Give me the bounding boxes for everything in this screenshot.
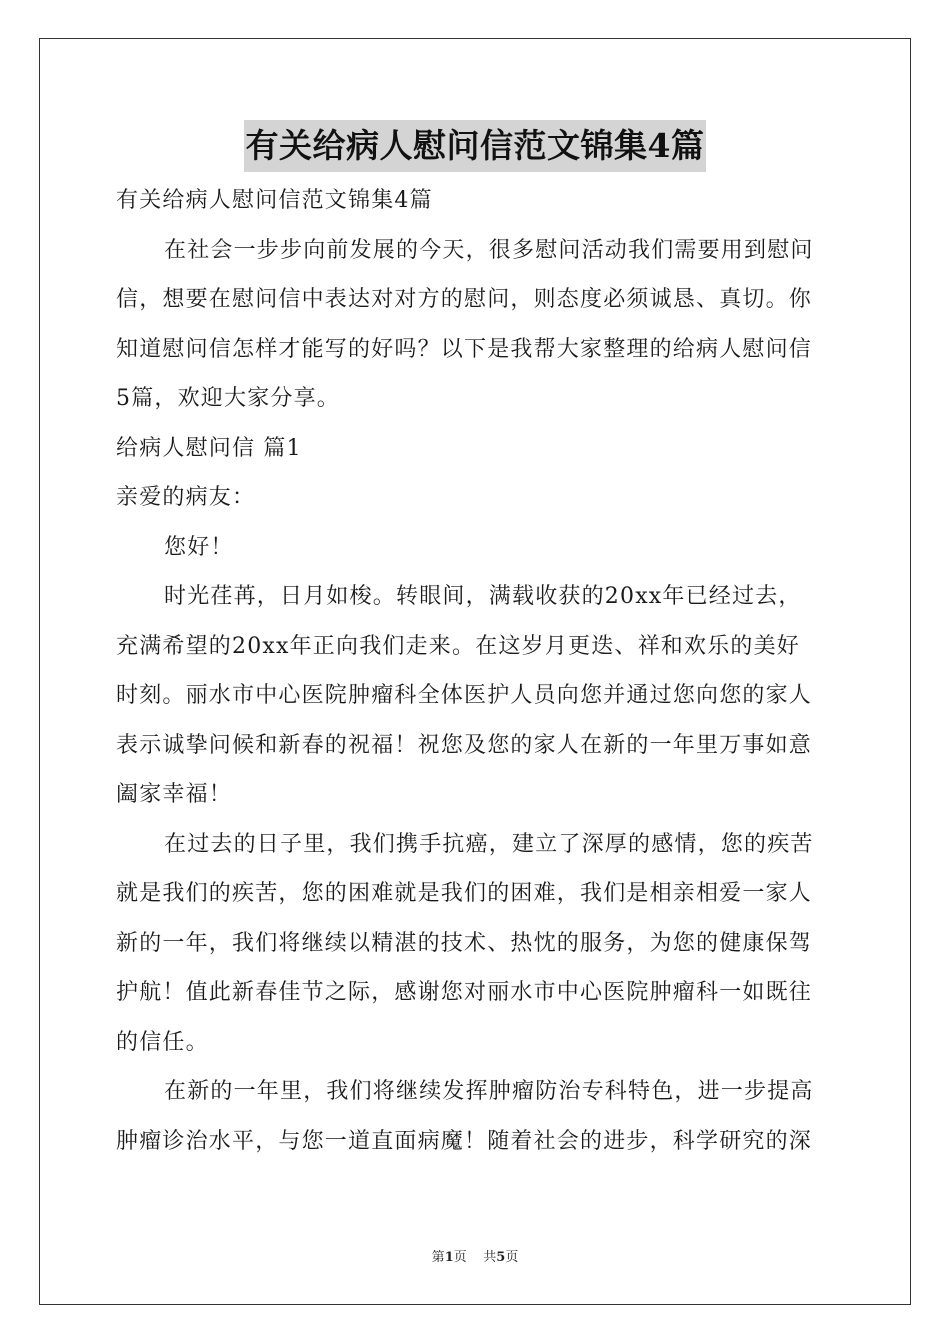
text-line: 护航！值此新春佳节之际，感谢您对丽水市中心医院肿瘤科一如既往 — [116, 980, 813, 1005]
footer-total-pages: 5 — [496, 1250, 506, 1265]
text-line: 就是我们的疾苦，您的困难就是我们的困难，我们是相亲相爱一家人 — [116, 881, 813, 906]
text-line: 的信任。 — [116, 1029, 209, 1055]
document-subtitle: 有关给病人慰问信范文锦集4篇 — [116, 188, 433, 213]
text-line: 表示诚挚问候和新春的祝福！祝您及您的家人在新的一年里万事如意 — [116, 732, 813, 758]
text-line: 新的一年，我们将继续以精湛的技术、热忱的服务，为您的健康保驾 — [116, 930, 813, 956]
text-line: 肿瘤诊治水平，与您一道直面病魔！随着社会的进步，科学研究的深 — [116, 1128, 813, 1154]
text-line: 5篇，欢迎大家分享。 — [116, 386, 340, 411]
footer-current-page: 1 — [444, 1250, 454, 1265]
text-line: 知道慰问信怎样才能写的好吗？以下是我帮大家整理的给病人慰问信 — [116, 336, 813, 362]
footer-suffix: 页 — [505, 1250, 519, 1265]
footer-mid: 页 共 — [453, 1250, 497, 1265]
text-line: 阖家幸福！ — [116, 782, 233, 807]
text-line: 在新的一年里，我们将继续发挥肿瘤防治专科特色，进一步提高 — [164, 1079, 814, 1104]
text-line: 充满希望的20xx年正向我们走来。在这岁月更迭、祥和欢乐的美好 — [116, 633, 801, 659]
text-line: 时刻。丽水市中心医院肿瘤科全体医护人员向您并通过您向您的家人 — [116, 683, 813, 708]
page-footer — [0, 1246, 950, 1265]
footer-prefix: 第 — [431, 1250, 445, 1265]
text-line: 信，想要在慰问信中表达对对方的慰问，则态度必须诚恳、真切。你 — [116, 287, 813, 312]
text-line: 您好！ — [164, 534, 234, 560]
text-line: 在社会一步步向前发展的今天，很多慰问活动我们需要用到慰问 — [164, 237, 814, 263]
text-line: 时光荏苒，日月如梭。转眼间，满载收获的20xx年已经过去， — [164, 584, 802, 609]
text-line: 亲爱的病友： — [116, 485, 256, 510]
text-line: 给病人慰问信 篇1 — [116, 435, 302, 461]
document-body — [116, 176, 834, 1166]
text-line: 在过去的日子里，我们携手抗癌，建立了深厚的感情，您的疾苦 — [164, 831, 814, 857]
document-title: 有关给病人慰问信范文锦集4篇 — [244, 120, 707, 172]
title-container — [0, 120, 950, 172]
